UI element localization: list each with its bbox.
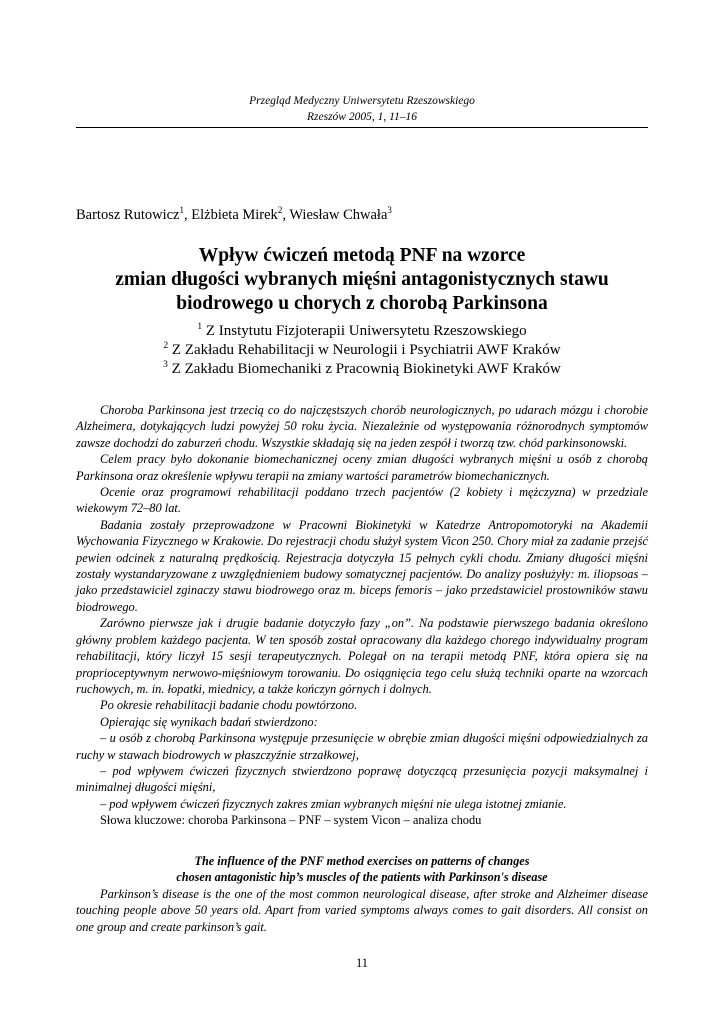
author-name: Elżbieta Mirek [191, 207, 278, 223]
affiliation-text: Z Instytutu Fizjoterapii Uniwersytetu Rzeszowskiego [202, 323, 527, 339]
affiliation-text: Z Zakładu Biomechaniki z Pracownią Biokinetyki AWF Kraków [167, 361, 561, 377]
english-title [76, 853, 648, 885]
affiliation-text: Z Zakładu Rehabilitacji w Neurologii i Psychiatrii AWF Kraków [168, 342, 561, 358]
author-affiliation-mark: 3 [387, 205, 392, 215]
conclusion-item: – pod wpływem ćwiczeń fizycznych zakres zmian wybranych mięśni nie ulega istotnej zmianie. [100, 796, 567, 811]
journal-name: Przegląd Medyczny Uniwersytetu Rzeszowskiego [249, 95, 475, 107]
journal-header [0, 93, 724, 125]
affiliation [60, 322, 664, 341]
conclusion-item: – pod wpływem ćwiczeń fizycznych stwierdzono poprawę dotyczącą przesunięcia pozycji maksymalnej i minimalnej długości mięśni, [76, 763, 648, 795]
affiliations [60, 322, 664, 379]
abstract-paragraph: Po okresie rehabilitacji badanie chodu powtórzono. [100, 698, 358, 713]
author-name: Bartosz Rutowicz [76, 207, 180, 223]
abstract-paragraph: Badania zostały przeprowadzone w Pracowni Biokinetyki w Katedrze Antropomotoryki na Akademii Wychowania Fizycznego w Krakowie. Do rejestracji chodu służył system Vicon 250. Chory miał za zadanie przejść pewien odcinek z naturalną prędkością. Rejestracja dotyczyła 15 pełnych cykli chodu. Zmiany długości mięśni zostały wystandaryzowane z uwzględnieniem budowy somatycznej pacjentów. Do analizy posłużyły: m. iliopsoas – jako przedstawiciel zginaczy stawu biodrowego oraz m. biceps femoris – jako przedstawiciel prostowników stawu biodrowego. [76, 517, 648, 614]
abstract-english [76, 886, 648, 935]
affiliation-mark: 1 [197, 322, 203, 332]
paper-title [60, 244, 664, 316]
conclusion-item: – u osób z chorobą Parkinsona występuje przesunięcie w obrębie zmian długości mięśni odpowiedzialnych za ruchy w stawach biodrowych w płaszczyźnie strzałkowej, [76, 731, 648, 762]
affiliation-mark: 2 [163, 341, 169, 351]
affiliation [60, 341, 664, 360]
page-number: 11 [355, 956, 369, 970]
abstract-paragraph: Ocenie oraz programowi rehabilitacji poddano trzech pacjentów (2 kobiety i mężczyzna) w przedziale wiekowym 72–80 lat. [76, 485, 648, 516]
title-line: Wpływ ćwiczeń metodą PNF na wzorce [198, 245, 526, 266]
author-list [76, 207, 392, 224]
affiliation [60, 360, 664, 379]
abstract-paragraph: Opierając się wynikach badań stwierdzono: [100, 714, 318, 729]
abstract-paragraph: Celem pracy było dokonanie biomechanicznej oceny zmian długości wybranych mięśni u osób z chorobą Parkinsona oraz określenie wpływu terapii na zmiany wartości parametrów biomechanicznych. [76, 452, 648, 483]
author-separator: , [184, 207, 192, 223]
journal-issue: Rzeszów 2005, 1, 11–16 [307, 111, 417, 123]
author-affiliation-mark: 1 [179, 205, 184, 215]
abstract-paragraph: Zarówno pierwsze jak i drugie badanie dotyczyło fazy „on”. Na podstawie pierwszego badania określono główny problem każdego pacjenta. W ten sposób został opracowany dla każdego chorego indywidualny program rehabilitacji, który liczył 15 sesji terapeutycznych. Polegał on na terapii metodą PNF, która opiera się na proprioceptywnym nerwowo-mięśniowym torowaniu. Do osiągnięcia tego celu służą techniki oparte na wzorcach ruchowych, m. in. łopatki, miednicy, a także kończyn górnych i dolnych. [76, 616, 648, 696]
title-line: zmian długości wybranych mięśni antagonistycznych stawu [115, 269, 609, 290]
abstract-paragraph: Parkinson’s disease is the one of the most common neurological disease, after stroke and Alzheimer disease touching people above 50 years old. Apart from varied symptoms always comes to gait disorders. All consist on one group and create parkinson’s gait. [76, 887, 648, 934]
author-separator: , [282, 207, 290, 223]
abstract-polish [76, 402, 648, 829]
title-line: biodrowego u chorych z chorobą Parkinsona [176, 293, 548, 314]
abstract-paragraph: Choroba Parkinsona jest trzecią co do najczęstszych chorób neurologicznych, po udarach mózgu i chorobie Alzheimera, dotykających ludzi powyżej 50 roku życia. Niezależnie od występowania różnorodnych symptomów zawsze dochodzi do zaburzeń chodu. Wszystkie składają się na jeden zespół i tworzą tzw. chód parkinsonowski. [76, 403, 648, 450]
keywords: Słowa kluczowe: choroba Parkinsona – PNF – system Vicon – analiza chodu [100, 813, 482, 828]
author-affiliation-mark: 2 [277, 205, 283, 215]
author-name: Wiesław Chwała [289, 207, 388, 223]
english-title-line: chosen antagonistic hip’s muscles of the patients with Parkinson's disease [176, 870, 548, 884]
english-title-line: The influence of the PNF method exercises on patterns of changes [194, 854, 530, 868]
affiliation-mark: 3 [163, 360, 168, 370]
header-rule [76, 127, 648, 128]
